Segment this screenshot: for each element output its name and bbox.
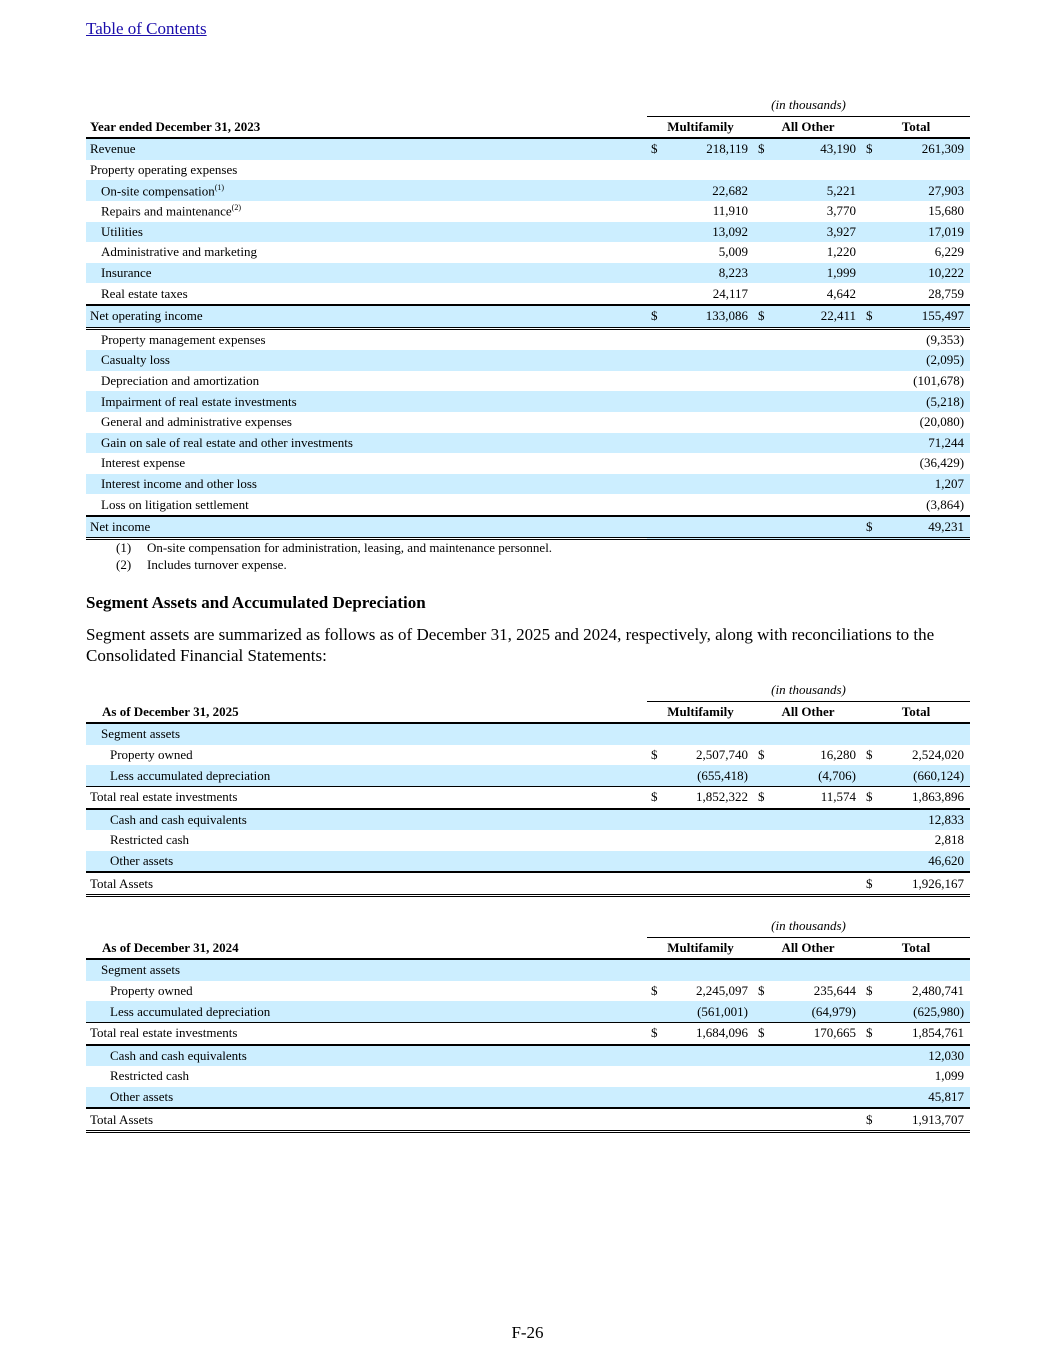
value-total: (2,095): [876, 350, 970, 371]
table-row: [86, 1087, 970, 1109]
currency-symbol: $: [862, 1022, 876, 1044]
table-row: [86, 371, 970, 392]
value-total: 261,309: [876, 138, 970, 160]
currency-symbol: $: [862, 1108, 876, 1131]
row-label: Net operating income: [86, 305, 647, 328]
value-all-other: (64,979): [768, 1001, 862, 1022]
currency-symbol: $: [862, 138, 876, 160]
assets-table-2024: [86, 916, 970, 1133]
currency-symbol: $: [647, 786, 661, 808]
col-total: Total: [862, 116, 970, 138]
value-total: (20,080): [919, 414, 965, 430]
value-total: 6,229: [934, 244, 965, 260]
currency-symbol: $: [754, 1022, 768, 1044]
footnote: [116, 540, 552, 556]
currency-symbol: $: [862, 872, 876, 895]
table-row: [86, 1108, 970, 1131]
unit-label: (in thousands): [647, 95, 970, 116]
value-total: 28,759: [876, 283, 970, 305]
value-multifamily: 1,852,322: [661, 786, 754, 808]
value-total: 1,926,167: [876, 872, 970, 895]
table-title: As of December 31, 2025: [86, 701, 647, 723]
table-title: Year ended December 31, 2023: [86, 116, 647, 138]
currency-symbol: $: [862, 305, 876, 328]
value-all-other: (4,706): [768, 765, 862, 786]
unit-row: [86, 916, 970, 937]
table-row: [86, 1045, 970, 1067]
value-multifamily: (561,001): [661, 1001, 754, 1022]
row-label: Net income: [86, 516, 647, 539]
table-row: [86, 222, 970, 243]
currency-symbol: $: [862, 786, 876, 808]
row-label: On-site compensation$^{(1)}$: [86, 180, 647, 201]
currency-symbol: $: [754, 786, 768, 808]
currency-symbol: $: [651, 983, 658, 999]
table-row: [86, 201, 970, 222]
row-label: Repairs and maintenance$^{(2)}$: [101, 203, 241, 219]
value-all-other: 170,665: [768, 1022, 862, 1044]
table-row: [86, 433, 970, 454]
row-label: Segment assets: [86, 959, 647, 981]
value-multifamily: 11,910: [712, 203, 748, 219]
value-multifamily: 22,682: [661, 180, 754, 201]
footnote-ref: (2): [231, 203, 241, 213]
value-total: (625,980): [876, 1001, 970, 1022]
table-row: [86, 412, 970, 433]
value-all-other: 1,220: [826, 244, 856, 260]
row-label: Less accumulated depreciation: [86, 765, 647, 786]
row-label: Loss on litigation settlement: [86, 494, 647, 516]
table-row: [86, 242, 970, 263]
table-row: [86, 283, 970, 305]
table-row: [86, 786, 970, 808]
value-total: 45,817: [876, 1087, 970, 1109]
table-row: [86, 180, 970, 201]
value-multifamily: 218,119: [661, 138, 754, 160]
col-total: Total: [862, 701, 970, 723]
row-label: Casualty loss: [86, 350, 647, 371]
table-row: [86, 830, 970, 851]
row-label: Segment assets: [86, 723, 647, 745]
row-label: Restricted cash: [110, 1068, 190, 1084]
section-heading: Segment Assets and Accumulated Depreciation: [86, 593, 426, 612]
value-multifamily: 133,086: [661, 305, 754, 328]
value-total: (101,678): [913, 373, 965, 389]
value-total: 1,207: [876, 474, 970, 495]
table-row: [86, 872, 970, 895]
value-total: (5,218): [876, 391, 970, 412]
value-total: 2,524,020: [912, 747, 965, 763]
col-multifamily: Multifamily: [647, 937, 754, 959]
value-total: 12,833: [876, 809, 970, 831]
row-label: Utilities: [86, 222, 647, 243]
value-all-other: 4,642: [768, 283, 862, 305]
currency-symbol: $: [866, 983, 873, 999]
currency-symbol: $: [647, 1022, 661, 1044]
currency-symbol: $: [758, 983, 765, 999]
value-total: 12,030: [876, 1045, 970, 1067]
table-row: [86, 809, 970, 831]
footnote-text: On-site compensation for administration, leasing, and maintenance personnel.: [147, 540, 553, 555]
table-row: [86, 723, 970, 745]
value-total: 27,903: [876, 180, 970, 201]
currency-symbol: $: [651, 747, 658, 763]
value-total: 1,913,707: [876, 1108, 970, 1131]
value-multifamily: 24,117: [661, 283, 754, 305]
value-multifamily: 5,009: [718, 244, 748, 260]
row-label: Cash and cash equivalents: [86, 809, 647, 831]
table-row: [86, 1066, 970, 1087]
value-multifamily: 13,092: [661, 222, 754, 243]
value-total: 2,480,741: [912, 983, 965, 999]
value-all-other: 43,190: [768, 138, 862, 160]
row-label: Less accumulated depreciation: [86, 1001, 647, 1022]
value-multifamily: 2,507,740: [696, 747, 748, 763]
row-label: Impairment of real estate investments: [86, 391, 647, 412]
value-all-other: 11,574: [768, 786, 862, 808]
table-row: [86, 851, 970, 873]
row-label: Interest expense: [101, 455, 186, 471]
table-row: [86, 350, 970, 371]
table-row: [86, 305, 970, 328]
table-row: [86, 453, 970, 474]
table-row: [86, 474, 970, 495]
row-label: Insurance: [86, 263, 647, 284]
row-label: Total Assets: [86, 872, 647, 895]
row-label: Interest income and other loss: [86, 474, 647, 495]
table-row: [86, 745, 970, 766]
currency-symbol: $: [754, 138, 768, 160]
unit-label: (in thousands): [647, 916, 970, 937]
value-all-other: 5,221: [768, 180, 862, 201]
currency-symbol: $: [647, 138, 661, 160]
unit-label: (in thousands): [647, 680, 970, 701]
table-row: [86, 959, 970, 981]
header-row: [86, 937, 970, 959]
table-row: [86, 516, 970, 539]
col-all-other: All Other: [754, 937, 862, 959]
row-label: Gain on sale of real estate and other investments: [86, 433, 647, 454]
value-total: 1,854,761: [876, 1022, 970, 1044]
table-row: [86, 494, 970, 516]
value-all-other: 1,999: [768, 263, 862, 284]
footnote-ref: (1): [214, 182, 225, 192]
row-label: General and administrative expenses: [101, 414, 292, 430]
col-all-other: All Other: [754, 116, 862, 138]
section-paragraph: Segment assets are summarized as follows as of December 31, 2025 and 2024, respectively, along with reconciliations to the Consolidated Financial Statements:: [86, 625, 935, 665]
table-of-contents-link[interactable]: Table of Contents: [86, 19, 207, 38]
table-row: [86, 1001, 970, 1022]
value-all-other: 3,927: [768, 222, 862, 243]
row-label: Total real estate investments: [86, 786, 647, 808]
row-label: Cash and cash equivalents: [86, 1045, 647, 1067]
col-all-other: All Other: [754, 701, 862, 723]
currency-symbol: $: [758, 747, 765, 763]
row-label: Total Assets: [86, 1108, 647, 1131]
value-total: 10,222: [876, 263, 970, 284]
value-total: (36,429): [919, 455, 965, 471]
col-multifamily: Multifamily: [647, 116, 754, 138]
value-multifamily: 1,684,096: [661, 1022, 754, 1044]
row-label: Total real estate investments: [86, 1022, 647, 1044]
value-total: 49,231: [876, 516, 970, 539]
row-label: Property owned: [110, 747, 193, 763]
page-number: F-26: [511, 1323, 544, 1342]
unit-row: [86, 680, 970, 701]
value-total: 2,818: [934, 832, 965, 848]
value-total: (660,124): [876, 765, 970, 786]
row-label: Depreciation and amortization: [101, 373, 260, 389]
currency-symbol: $: [862, 516, 876, 539]
value-multifamily: (655,418): [661, 765, 754, 786]
header-row: [86, 116, 970, 138]
row-label: Other assets: [86, 1087, 647, 1109]
table-row: [86, 263, 970, 284]
row-label: Property management expenses: [101, 331, 266, 347]
value-total: 15,680: [928, 203, 965, 219]
value-all-other: 235,644: [813, 983, 856, 999]
header-row: [86, 701, 970, 723]
footnote-text: Includes turnover expense.: [147, 557, 287, 572]
row-label: Property owned: [110, 983, 193, 999]
value-total: 1,099: [934, 1068, 965, 1084]
income-table-2023: [86, 95, 970, 540]
footnote-number: (2): [116, 557, 132, 572]
table-row: [86, 981, 970, 1002]
col-multifamily: Multifamily: [647, 701, 754, 723]
table-row: [86, 328, 970, 350]
table-row: [86, 1022, 970, 1044]
row-label: Property operating expenses: [90, 162, 238, 178]
unit-row: [86, 95, 970, 116]
currency-symbol: $: [754, 305, 768, 328]
value-multifamily: 2,245,097: [696, 983, 748, 999]
value-all-other: 22,411: [768, 305, 862, 328]
col-total: Total: [862, 937, 970, 959]
row-label: Real estate taxes: [86, 283, 647, 305]
value-total: 155,497: [876, 305, 970, 328]
footnote: [116, 557, 287, 573]
value-all-other: 3,770: [826, 203, 856, 219]
value-total: (9,353): [926, 331, 965, 347]
row-label: Other assets: [86, 851, 647, 873]
value-all-other: 16,280: [820, 747, 856, 763]
value-total: 71,244: [876, 433, 970, 454]
table-row: [86, 138, 970, 160]
footnote-number: (1): [116, 540, 132, 555]
row-label: Restricted cash: [110, 832, 190, 848]
row-label: Administrative and marketing: [101, 244, 257, 260]
table-title: As of December 31, 2024: [86, 937, 647, 959]
value-total: (3,864): [876, 494, 970, 516]
table-row: [86, 391, 970, 412]
value-total: 1,863,896: [876, 786, 970, 808]
currency-symbol: $: [866, 747, 873, 763]
value-total: 46,620: [876, 851, 970, 873]
table-row: [86, 765, 970, 786]
table-row: [86, 160, 970, 181]
currency-symbol: $: [647, 305, 661, 328]
row-label: Revenue: [86, 138, 647, 160]
value-total: 17,019: [876, 222, 970, 243]
value-multifamily: 8,223: [661, 263, 754, 284]
assets-table-2025: [86, 680, 970, 897]
